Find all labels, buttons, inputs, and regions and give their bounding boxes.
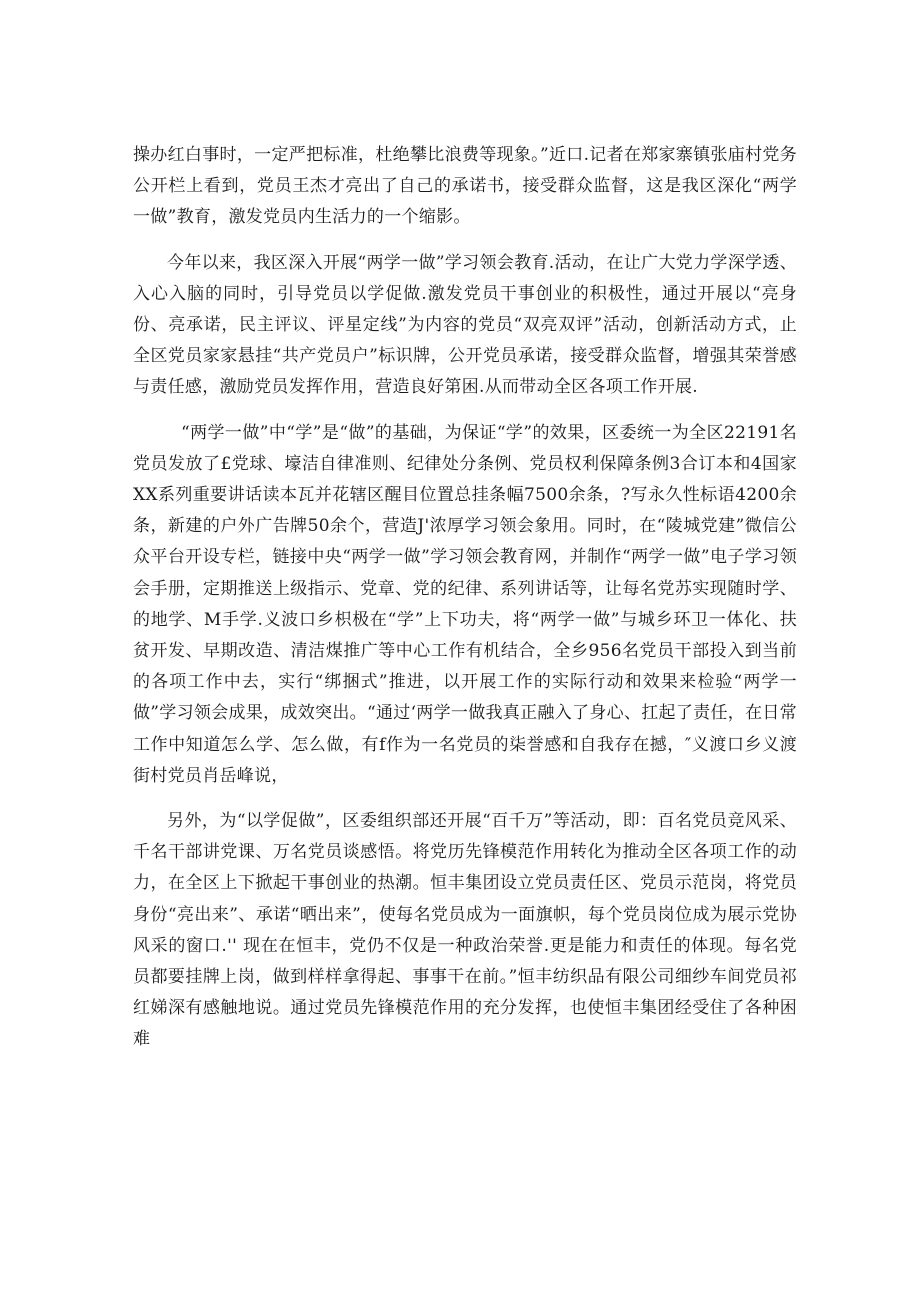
paragraph-3: “两学一做”中“学”是“做”的基础，为保证“学”的效果，区委统一为全区22191名党员发放了£党球、壕洁自律准则、纪律处分条例、党员权利保障条例3合订本和4国家XX系列重要讲话读本瓦并花辖区醒目位置总挂条幅7500余条，?写永久性标语4200余条，新建的户外广告牌50余个，营造J'浓厚学习领会象用。同时，在“陵城党建”微信公众平台开设专栏，链接中央“两学一做”学习领会教育网，并制作“两学一做”电子学习领会手册，定期推送上级指示、党章、党的纪律、系列讲话等，让每名党苏实现随时学、的地学、M手学.义波口乡枳极在“学”上下功夫，将“两学一做”与城乡环卫一体化、扶贫开发、早期改造、清洁煤推广等中心工作有机结合，全乡956名党员干部投入到当前的各项工作中去，实行“绑捆式”推进，以开展工作的实际行动和效果来检验“两学一做”学习领会成果，成效突出。“通过‘两学一做我真正融入了身心、扛起了责任，在日常工作中知道怎么学、怎么做，有f作为一名党员的柒誉感和自我存在撼，″义渡口乡义渡街村党员肖岳峰说，	[133, 422, 797, 786]
paragraph-4: 另外，为“以学促做”，区委组织部还开展“百千万”等活动，即：百名党员竞风采、千名干部讲党课、万名党员谈感悟。将党历先锋模范作用转化为推动全区各项工作的动力，在全区上下掀起干事创业的热潮。恒丰集团设立党员责任区、党员示范岗，将党员身份“亮出来”、承诺“晒出来”，使每名党员成为一面旗帜，每个党员岗位成为展示党协风采的窗口.'' 现在在恒丰，党仍不仅是一种政治荣誉.更是能力和责任的体现。每名党员都要挂牌上岗，做到样样拿得起、事事干在前。”恒丰纺织品有限公司细纱车间党员祁红娣深有感触地说。通过党员先锋模范作用的充分发挥，也使恒丰集团经受住了各种困难	[133, 811, 797, 1050]
paragraph-2: 今年以来，我区深入开展“两学一做”学习领会教育.活动，在让广大党力学深学透、入心入脑的同时，引导党员以学促做.激发党员干事创业的积极性，通过开展以“亮身份、亮承诺，民主评议、评星定线”为内容的党员“双亮双评”活动，创新活动方式，止全区党员家家悬挂“共产党员户”标识牌，公开党员承诺，接受群众监督，增强其荣誉感与责任感，激励党员发挥作用，营造良好第困.从而带动全区各项工作开展.	[133, 252, 797, 398]
paragraph-1: 操办红白事时，一定严把标准，杜绝攀比浪费等现象。”近口.记者在郑家寨镇张庙村党务公开栏上看到，党员王杰才亮出了自己的承诺书，接受群众监督，这是我区深化“两学一做”教育，激发党员内生活力的一个缩影。	[133, 145, 797, 228]
article-body	[133, 140, 797, 1056]
